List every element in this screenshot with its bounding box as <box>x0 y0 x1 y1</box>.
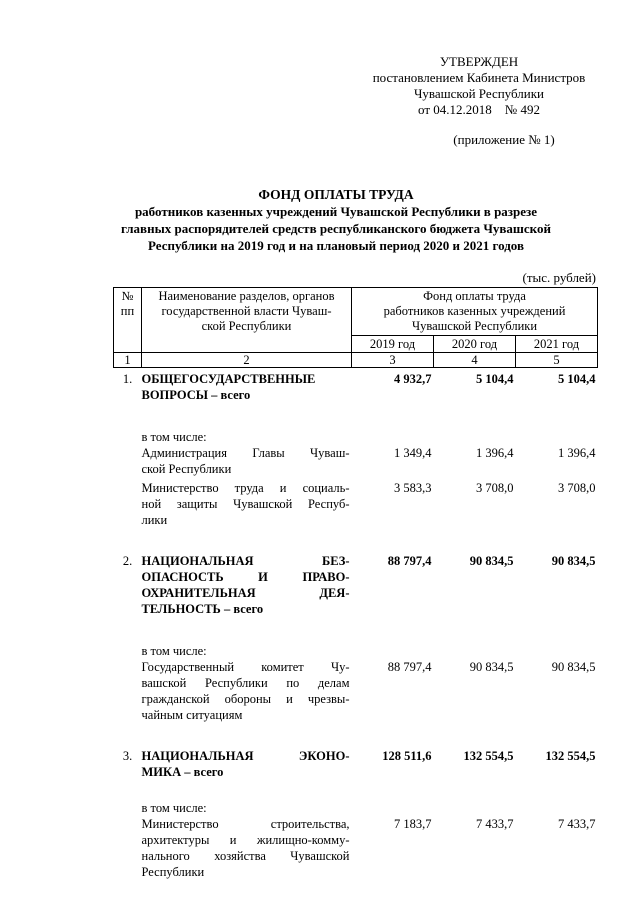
header-num: № пп <box>114 288 142 353</box>
item-value-2021: 90 834,5 <box>551 660 596 674</box>
section-value-2019: 88 797,4 <box>387 554 432 568</box>
document-title <box>84 186 588 254</box>
item-value-2019: 3 583,3 <box>394 481 432 495</box>
item-name: Администрация Главы Чуваш- ской Республики <box>141 446 350 476</box>
section-value-2020: 132 554,5 <box>463 749 514 763</box>
table-header-row <box>114 288 598 336</box>
approval-republic: Чувашской Республики <box>413 86 545 101</box>
column-number: 4 <box>434 353 516 368</box>
section-name: НАЦИОНАЛЬНАЯ ЭКОНО- МИКА – всего <box>141 749 350 779</box>
item-value-2019: 1 349,4 <box>394 446 432 460</box>
header-name: Наименование разделов, органов государственной власти Чуваш- ской Республики <box>142 288 352 353</box>
item-row <box>114 445 598 477</box>
item-name: Министерство строительства, архитектуры и жилищно-комму- нального хозяйства Чувашской Республики <box>141 817 350 879</box>
item-name: Министерство труда и социаль- ной защиты Чувашской Респуб- лики <box>141 481 350 527</box>
table-column-numbers <box>114 353 598 368</box>
section-value-2019: 4 932,7 <box>394 372 432 386</box>
payroll-table <box>113 287 598 880</box>
column-number: 3 <box>352 353 434 368</box>
item-value-2020: 90 834,5 <box>469 660 514 674</box>
title-sub-3: Республики на 2019 год и на плановый период 2020 и 2021 годов <box>148 238 524 253</box>
section-value-2021: 90 834,5 <box>551 554 596 568</box>
section-value-2021: 132 554,5 <box>545 749 596 763</box>
section-value-2020: 90 834,5 <box>469 554 514 568</box>
section-row <box>114 550 598 617</box>
item-row <box>114 477 598 528</box>
header-2021: 2021 год <box>516 336 598 353</box>
including-label: в том числе: <box>141 801 207 815</box>
section-value-2020: 5 104,4 <box>476 372 514 386</box>
approval-decree: постановлением Кабинета Министров <box>372 70 586 85</box>
section-name: ОБЩЕГОСУДАРСТВЕННЫЕ ВОПРОСЫ – всего <box>141 372 316 402</box>
item-value-2020: 3 708,0 <box>476 481 514 495</box>
header-fund: Фонд оплаты труда работников казенных учреждений Чувашской Республики <box>352 288 598 336</box>
approval-stamp <box>350 54 608 148</box>
section-value-2019: 128 511,6 <box>382 749 432 763</box>
item-value-2021: 3 708,0 <box>558 481 596 495</box>
including-row <box>114 617 598 659</box>
item-value-2019: 7 183,7 <box>394 817 432 831</box>
section-number: 2. <box>122 554 133 568</box>
item-value-2021: 1 396,4 <box>558 446 596 460</box>
section-row <box>114 368 598 404</box>
column-number: 5 <box>516 353 598 368</box>
section-number: 3. <box>122 749 133 763</box>
item-value-2021: 7 433,7 <box>558 817 596 831</box>
header-2020: 2020 год <box>434 336 516 353</box>
title-sub-2: главных распорядителей средств республиканского бюджета Чувашской <box>121 221 551 236</box>
item-value-2019: 88 797,4 <box>387 660 432 674</box>
approval-attachment: (приложение № 1) <box>453 132 555 147</box>
item-value-2020: 1 396,4 <box>476 446 514 460</box>
including-row <box>114 780 598 816</box>
item-row <box>114 816 598 880</box>
section-row <box>114 745 598 780</box>
title-main: ФОНД ОПЛАТЫ ТРУДА <box>258 187 414 202</box>
title-sub-1: работников казенных учреждений Чувашской Республики в разрезе <box>134 204 538 219</box>
section-name: НАЦИОНАЛЬНАЯ БЕЗ- ОПАСНОСТЬ И ПРАВО- ОХРАНИТЕЛЬНАЯ ДЕЯ- ТЕЛЬНОСТЬ – всего <box>141 554 350 616</box>
unit-label: (тыс. рублей) <box>522 270 596 285</box>
column-number: 1 <box>114 353 142 368</box>
item-value-2020: 7 433,7 <box>476 817 514 831</box>
item-row <box>114 659 598 723</box>
section-number: 1. <box>122 372 133 386</box>
item-name: Государственный комитет Чу- вашской Республики по делам гражданской обороны и чрезвы- чайным ситуациям <box>141 660 350 722</box>
section-value-2021: 5 104,4 <box>558 372 596 386</box>
approval-date-number: от 04.12.2018 № 492 <box>418 102 540 117</box>
column-number: 2 <box>142 353 352 368</box>
header-2019: 2019 год <box>352 336 434 353</box>
approval-title: УТВЕРЖДЕН <box>439 54 519 69</box>
including-label: в том числе: <box>141 644 207 658</box>
including-row <box>114 403 598 445</box>
including-label: в том числе: <box>141 430 207 444</box>
